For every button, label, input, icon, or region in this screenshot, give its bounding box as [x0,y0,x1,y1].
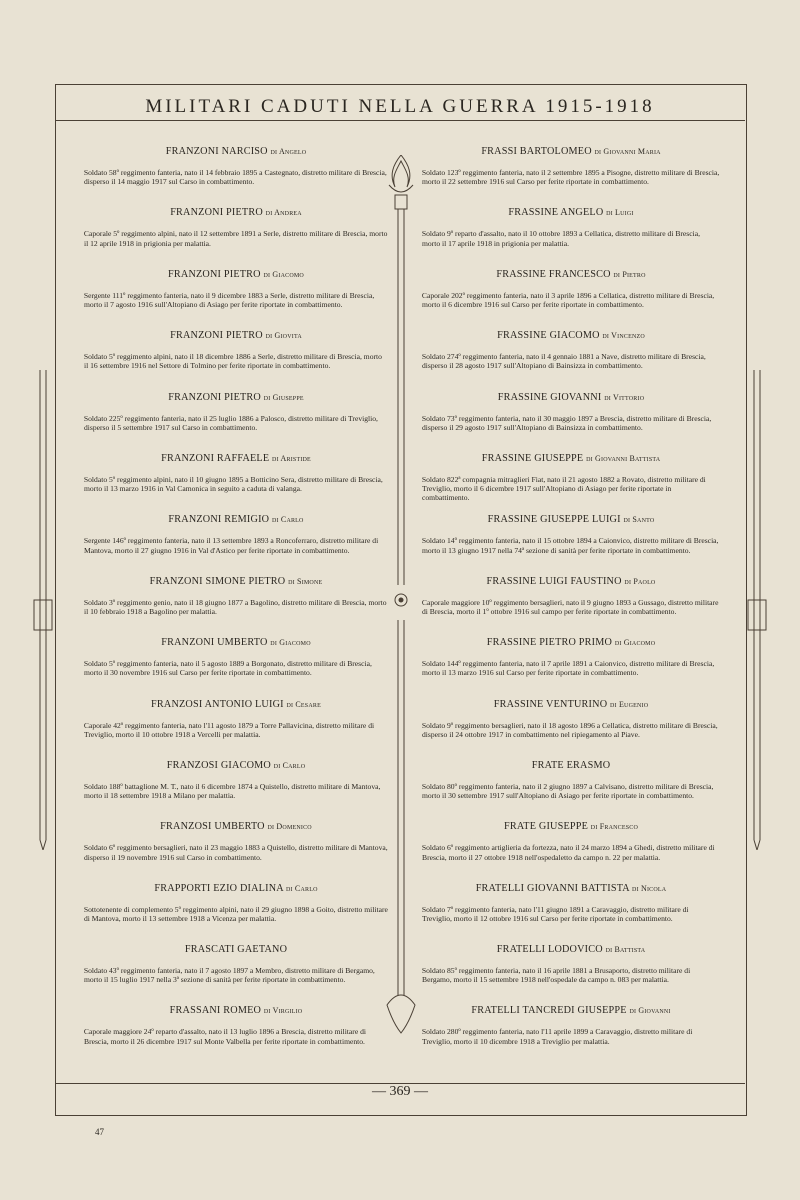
entry-text: Soldato 280º reggimento fanteria, nato l'11 aprile 1899 a Caravaggio, distretto militare di Treviglio, morto il 10 dicembre 1918 a Treviglio per malattia. [422,1027,693,1046]
entry-text: Soldato 85º reggimento fanteria, nato il 16 aprile 1881 a Brusaporto, distretto militare di Bergamo, morto il 15 settembre 1918 nell'ospedale da campo n. 083 per malattia. [422,966,691,985]
entry [84,203,388,264]
entry [422,510,720,571]
entry-surname: FRASSINE GIOVANNI [497,391,602,403]
entry-name [422,760,720,771]
entry [422,817,720,878]
entry-name [84,576,388,587]
entry-parent: di Luigi [606,208,634,218]
entry-name [84,330,388,341]
entry-text: Soldato 144º reggimento fanteria, nato il 7 aprile 1891 a Caionvico, distretto militare di Brescia, morto il 13 marzo 1916 sul Carso per ferite riportate in combattimento. [422,659,715,678]
entry-surname: FRASSINE VENTURINO [493,698,608,710]
entry-surname: FRASSINE GIUSEPPE [481,452,584,464]
entry [84,142,388,203]
entry-surname: FRANZONI PIETRO [170,207,263,219]
entry-surname: FRASSI BARTOLOMEO [481,146,592,157]
entry-surname: FRASSINE GIUSEPPE LUIGI [487,514,621,526]
entry-surname: FRANZONI UMBERTO [161,637,268,649]
page-number: — 369 — [372,1084,428,1099]
entry-name [422,1005,720,1016]
entry-text: Soldato 43º reggimento fanteria, nato il 7 agosto 1897 a Membro, distretto militare di Bergamo, morto il 15 luglio 1917 nella 3ª sezione di sanità per ferite riportate in combattimento. [84,966,375,985]
entry [422,203,720,264]
entry-parent: di Paolo [624,576,656,586]
entry-surname: FRASSINE FRANCESCO [496,268,611,280]
entry-surname: FRASSINE ANGELO [508,207,604,219]
entry-name [84,821,388,832]
entry-name [84,453,388,464]
entry [422,326,720,387]
entry-surname: FRATELLI GIOVANNI BATTISTA [475,882,630,894]
entry [84,940,388,1001]
entry-text: Soldato 9º reggimento bersaglieri, nato il 18 agosto 1896 a Cellatica, distretto militare di Brescia, disperso il 24 ottobre 1917 in combattimento nel ripiegamento al Piave. [422,720,718,739]
entry-text: Caporale maggiore 24º reparto d'assalto, nato il 13 luglio 1896 a Brescia, distretto militare di Brescia, morto il 26 dicembre 1917 sul Monte Valbella per ferite riportate in combattimento. [84,1027,366,1046]
entry-parent: di Carlo [273,760,306,770]
entry-parent: di Eugenio [610,699,649,709]
entry-surname: FRANZONI RAFFAELE [161,452,270,464]
entry-surname: FRANZONI PIETRO [168,391,261,403]
entry-text: Sergente 146º reggimento fanteria, nato il 13 settembre 1893 a Roncoferraro, distretto militare di Mantova, morto il 27 giugno 1916 in Val d'Astico per ferite riportate in combattimento. [84,536,379,555]
page-title: MILITARI CADUTI NELLA GUERRA 1915-1918 [145,96,655,117]
entry-name [84,1005,388,1016]
entry-name [422,699,720,710]
entry-name [422,330,720,341]
entry-parent: di Andrea [265,208,302,218]
entry [84,388,388,449]
entry-text: Sergente 111º reggimento fanteria, nato il 9 dicembre 1883 a Serle, distretto militare di Brescia, morto il 7 agosto 1916 sull'Altopiano di Asiago per ferite riportate in combattimento. [84,290,375,309]
entry-name [84,269,388,280]
entry-parent: di Giuseppe [263,392,304,402]
entry [84,572,388,633]
entry-parent: di Cesare [286,699,321,709]
entry-text: Caporale maggiore 10º reggimento bersaglieri, nato il 9 giugno 1893 a Gussago, distretto militare di Brescia, morto il 1º ottobre 1916 sul campo per ferite riportate in combattimento. [422,597,719,616]
entry-text: Soldato 6º reggimento bersaglieri, nato il 23 maggio 1883 a Quistello, distretto militare di Mantova, disperso il 19 novembre 1916 sul Carso in combattimento. [84,843,388,862]
entry-name [84,146,388,157]
entry-surname: FRANZONI SIMONE PIETRO [149,575,286,587]
right-side-ornament [744,370,770,850]
entry-parent: di Carlo [271,515,304,525]
entry-surname: FRASSINE LUIGI FAUSTINO [486,575,622,587]
entry-surname: FRATE ERASMO [531,759,611,771]
entry [84,879,388,940]
entry [84,449,388,510]
entry-text: Soldato 822ª compagnia mitraglieri Fiat, nato il 21 agosto 1882 a Rovato, distretto militare di Treviglio, morto il 6 dicembre 1917 sull'Altopiano di Asiago per ferite riportate in combattimento. [422,474,706,503]
entry-text: Soldato 3º reggimento genio, nato il 18 giugno 1877 a Bagolino, distretto militare di Brescia, morto il 10 febbraio 1918 a Bagolino per malattia. [84,597,387,616]
entry-surname: FRATE GIUSEPPE [504,821,589,833]
entry-parent: di Virgilio [263,1006,303,1016]
entry-surname: FRAPPORTI EZIO DIALINA [154,882,284,894]
entry-surname: FRANZOSI UMBERTO [160,821,265,833]
entry [422,388,720,449]
entry [84,326,388,387]
entry-parent: di Domenico [267,822,312,832]
entry-surname: FRANZOSI GIACOMO [166,759,271,771]
entry-surname: FRANZOSI ANTONIO LUIGI [151,698,284,710]
entry-parent: di Francesco [590,822,638,832]
entry [422,756,720,817]
entry [84,510,388,571]
entry [84,817,388,878]
entry-name [422,146,720,157]
folio-mark: 47 [95,1127,104,1137]
entry-name [422,883,720,894]
entry [422,879,720,940]
header-rule [55,120,745,121]
entry-surname: FRASSINE GIACOMO [497,330,600,342]
entry-name [84,207,388,218]
entry-parent: di Pietro [613,269,646,279]
entry-surname: FRANZONI PIETRO [170,330,263,342]
entry-surname: FRATELLI TANCREDI GIUSEPPE [471,1005,627,1017]
entry-parent: di Giovanni Battista [586,453,661,463]
entry-text: Sottotenente di complemento 5º reggimento alpini, nato il 29 giugno 1898 a Goito, distretto militare di Mantova, morto il 13 settembre 1918 a Vicenza per malattia. [84,904,388,923]
entry-text: Caporale 42º reggimento fanteria, nato l'11 agosto 1879 a Torre Pallavicina, distretto militare di Treviglio, morto il 10 ottobre 1918 a Vercelli per malattia. [84,720,375,739]
entry-parent: di Santo [623,515,655,525]
entry-name [422,269,720,280]
entry-text: Caporale 202º reggimento fanteria, nato il 3 aprile 1896 a Cellatica, distretto militare di Brescia, morto il 6 dicembre 1916 sul Carso per ferite riportate in combattimento. [422,290,715,309]
entry [84,265,388,326]
entry-parent: di Giacomo [263,269,304,279]
entry-name [422,637,720,648]
entry-text: Soldato 5º reggimento alpini, nato il 10 giugno 1895 a Botticino Sera, distretto militare di Brescia, morto il 13 marzo 1916 in Val Camonica in seguito a caduta di valanga. [84,474,383,494]
entry [84,1001,388,1062]
entry-text: Soldato 188º battaglione M. T., nato il 6 dicembre 1874 a Quistello, distretto militare di Mantova, morto il 18 settembre 1918 a Milano per malattia. [84,781,381,801]
entry [422,695,720,756]
left-column [84,142,388,1063]
entry-parent: di Battista [605,945,646,955]
entry-text: Soldato 6º reggimento artiglieria da fortezza, nato il 24 marzo 1894 a Ghedi, distretto militare di Brescia, morto il 27 ottobre 1918 nell'ospedaletto da campo n. 22 per malattia. [422,843,715,862]
entry [422,142,720,203]
entry-surname: FRANZONI NARCISO [165,146,268,157]
entry-text: Soldato 5º reggimento alpini, nato il 18 dicembre 1886 a Serle, distretto militare di Brescia, morto il 16 settembre 1916 nel Settore di Tolmino per ferite riportate in combattimento. [84,352,382,371]
entry [422,940,720,1001]
entry-name [422,944,720,955]
entry-text: Soldato 73º reggimento fanteria, nato il 30 maggio 1897 a Brescia, distretto militare di Brescia, disperso il 29 agosto 1917 sull'Altopiano di Bainsizza in combattimento. [422,413,712,432]
entry-name [422,576,720,587]
entry-parent: di Simone [288,576,323,586]
entry-parent: di Nicola [632,883,667,893]
entry-text: Soldato 274º reggimento fanteria, nato il 4 gennaio 1881 a Nave, distretto militare di Brescia, disperso il 28 agosto 1917 sull'Altopiano di Bainsizza in combattimento. [422,352,706,371]
entry-name [422,392,720,403]
entry-parent: di Giovanni [629,1006,671,1016]
entry-name [84,514,388,525]
entry-name [84,944,388,955]
entry-surname: FRANZONI REMIGIO [168,514,270,526]
entry-name [422,821,720,832]
entry-text: Soldato 7º reggimento fanteria, nato l'11 giugno 1891 a Caravaggio, distretto militare di Treviglio, morto il 12 ottobre 1916 sul Carso per ferite riportate in combattimento. [422,904,689,923]
entry-surname: FRASSINE PIETRO PRIMO [486,637,613,649]
entry [422,449,720,510]
entry-name [422,514,720,525]
entry-name [84,760,388,771]
entry-name [422,207,720,218]
entry [422,633,720,694]
entry-parent: di Carlo [286,883,318,893]
entry-name [84,883,388,894]
entry-text: Soldato 225º reggimento fanteria, nato il 25 luglio 1886 a Palosco, distretto militare di Treviglio, disperso il 5 settembre 1917 sul Carso in combattimento. [84,413,378,432]
entry-parent: di Angelo [270,147,307,156]
entry-parent: di Vittorio [604,392,645,402]
entry-text: Soldato 80º reggimento fanteria, nato il 2 giugno 1897 a Calvisano, distretto militare di Brescia, morto il 30 settembre 1917 sull'Altopiano di Asiago per ferite riportate in combattimento. [422,781,714,801]
entry-parent: di Giacomo [270,638,311,648]
entry-text: Soldato 123º reggimento fanteria, nato il 2 settembre 1895 a Pisogne, distretto militare di Brescia, morto il 22 settembre 1916 sul Carso per ferite riportate in combattimento. [422,168,720,187]
entry-text: Soldato 5º reggimento fanteria, nato il 5 agosto 1889 a Borgonato, distretto militare di Brescia, morto il 30 novembre 1916 sul Carso per ferite riportate in combattimento. [84,659,372,678]
entry-parent: di Giovanni Maria [594,147,661,156]
entry-parent: di Giovita [265,331,302,341]
entry-text: Soldato 14º reggimento fanteria, nato il 15 ottobre 1894 a Caionvico, distretto militare di Brescia, morto il 13 giugno 1917 nella 74ª sezione di sanità per ferite riportate in combattimento. [422,536,719,555]
right-column [422,142,720,1063]
entry-text: Caporale 5º reggimento alpini, nato il 12 settembre 1891 a Serle, distretto militare di Brescia, morto il 12 aprile 1918 in prigionia per malattia. [84,229,388,248]
entry-parent: di Giacomo [614,638,656,648]
entry-name [84,699,388,710]
entry-surname: FRASCATI GAETANO [184,944,288,956]
entry-name [84,637,388,648]
left-side-ornament [30,370,56,850]
entry-text: Soldato 58º reggimento fanteria, nato il 14 febbraio 1895 a Castegnato, distretto militare di Brescia, disperso il 14 maggio 1917 sul Carso in combattimento. [84,168,387,187]
entry [422,572,720,633]
entry-surname: FRASSANI ROMEO [169,1005,262,1017]
entry-surname: FRATELLI LODOVICO [496,944,603,956]
entry-surname: FRANZONI PIETRO [168,268,261,280]
entry [422,1001,720,1062]
entry-name [84,392,388,403]
entry [422,265,720,326]
entry [84,633,388,694]
entry-name [422,453,720,464]
entry-text: Soldato 9º reparto d'assalto, nato il 10 ottobre 1893 a Cellatica, distretto militare di Brescia, morto il 17 aprile 1918 in prigionia per malattia. [422,229,700,248]
entry [84,695,388,756]
entry-parent: di Vincenzo [602,331,645,341]
entry-parent: di Aristide [272,453,311,463]
entry [84,756,388,817]
